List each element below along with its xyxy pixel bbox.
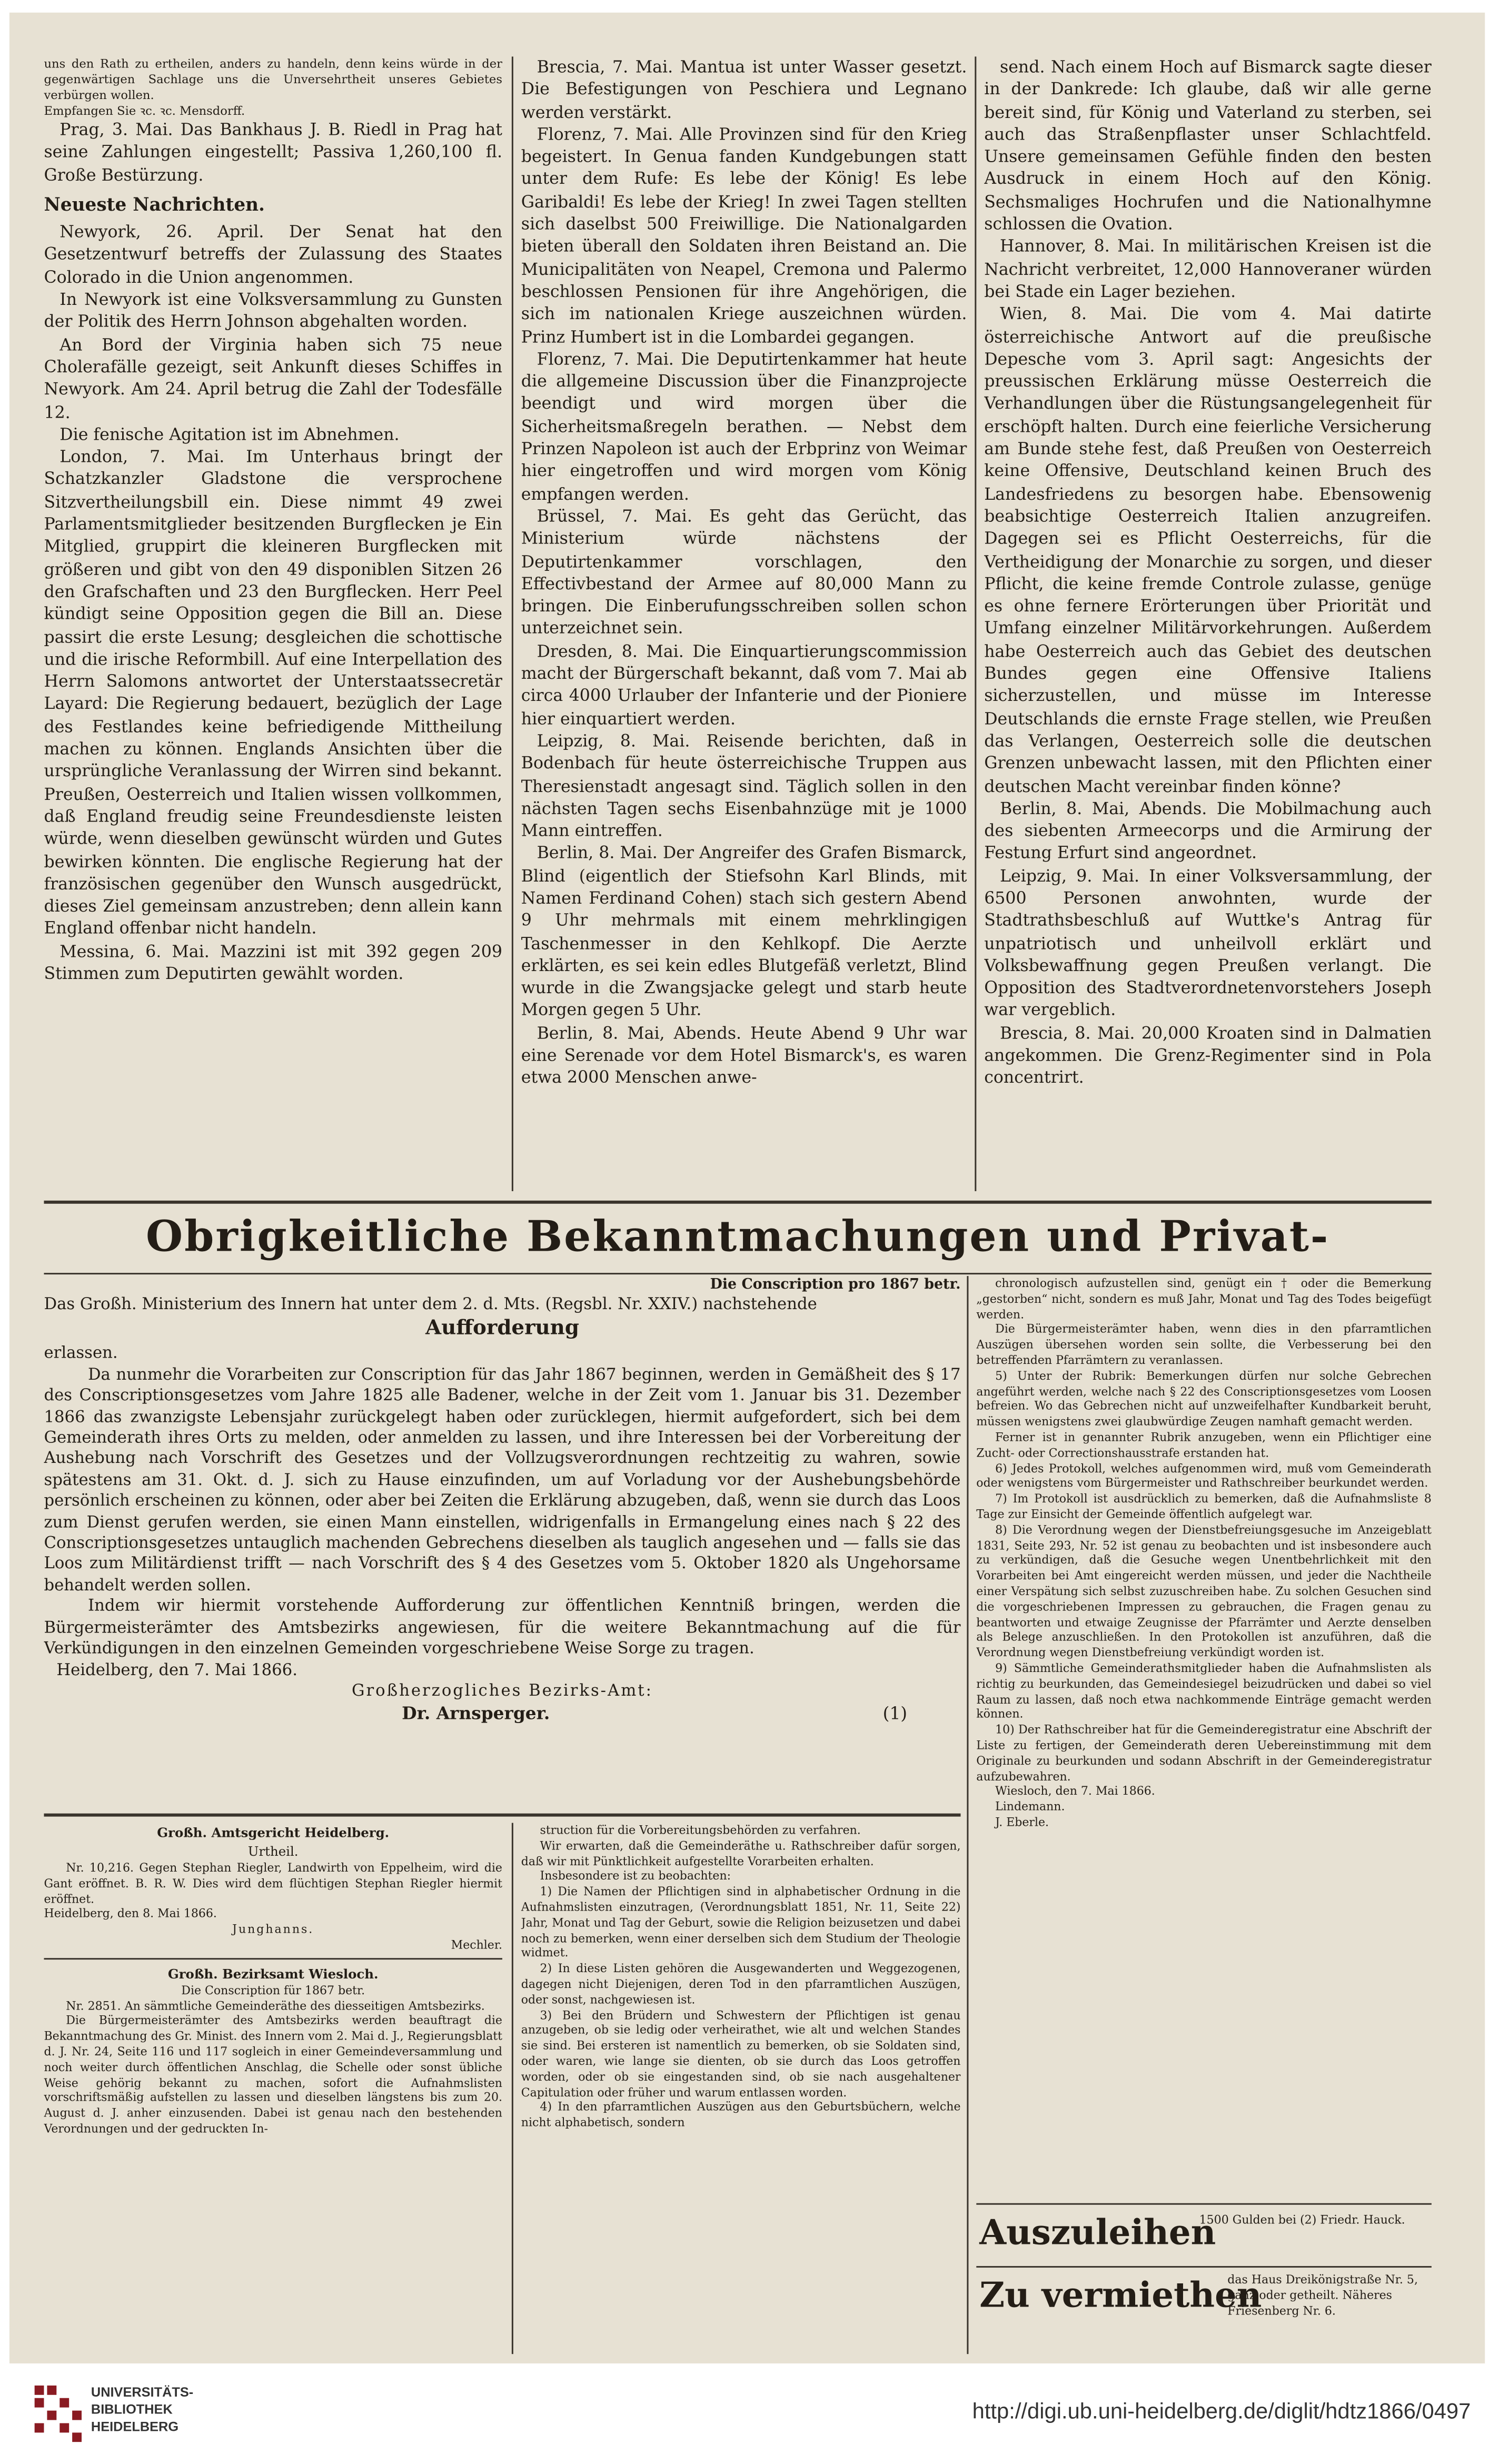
article-paragraph: Wir erwarten, daß die Gemeinderäthe u. Rathschreiber dafür sorgen, daß wir mit Pünktlichkeit aufgestellte Vorarbeiten erhalten.	[521, 1838, 961, 1868]
banner-rule-top	[44, 1201, 1431, 1204]
article-paragraph: Berlin, 8. Mai, Abends. Die Mobilmachung auch des siebenten Armeecorps und die Armirung der Festung Erfurt sind angeordnet.	[984, 799, 1432, 864]
article-paragraph: Brescia, 7. Mai. Mantua ist unter Wasser gesetzt. Die Befestigungen von Peschiera und Legnano werden verstärkt.	[521, 58, 967, 122]
ad-zu-vermiethen	[976, 2269, 1432, 2354]
article-paragraph: London, 7. Mai. Im Unterhaus bringt der Schatzkanzler Gladstone die versprochene Sitzvertheilungsbill ein. Diese nimmt 49 zwei Parlamentsmitglieder besitzenden Burgflecken je Ein Mitglied, gruppirt die kleineren Burgflecken mit größeren und gibt von den 49 disponiblen Sitzen 26 den Grafschaften und 23 den Burgflecken. Herr Peel kündigt seine Opposition gegen die Bill an. Diese passirt die erste Lesung; desgleichen die schottische und die irische Reformbill. Auf eine Interpellation des Herrn Salomons antwortet der Unterstaatssecretär Layard: Die Regierung bedauert, bezüglich der Lage des Festlandes keine befriedigende Mittheilung machen zu können. Englands Ansichten über die ursprüngliche Veranlassung der Wirren sind bekannt. Preußen, Oesterreich und Italien wissen vollkommen, daß England freudig seine Freundesdienste leisten würde, wenn dieselben gewünscht würden und Gutes bewirken könnten. Die englische Regierung hat der französischen gegenüber den Wunsch ausgedrückt, dieses Ziel gemeinsam anzustreben; denn allein kann England offenbar nicht handeln.	[44, 448, 502, 939]
article-paragraph: chronologisch aufzustellen sind, genügt ein † oder die Bemerkung „gestorben“ nicht, sondern es muß Jahr, Monat und Tag des Todes beigefügt werden.	[976, 1276, 1432, 1321]
banner-title: Obrigkeitliche Bekanntmachungen und Privat-	[146, 1213, 1330, 1262]
article-paragraph: Die fenische Agitation ist im Abnehmen.	[59, 425, 400, 445]
verdict-text: Nr. 10,216. Gegen Stephan Riegler, Landwirth von Eppelheim, wird die Gant eröffnet. B. R. W. Dies wird dem flüchtigen Stephan Riegler hiermit eröffnet.	[44, 1861, 502, 1906]
article-paragraph: Brüssel, 7. Mai. Es geht das Gerücht, das Ministerium würde nächstens der Deputirtenkammer vorschlagen, den Effectivbestand der Armee auf 80,000 Mann zu bringen. Die Einberufungsschreiben sollen schon unterzeichnet sein.	[521, 507, 967, 639]
library-name-line-1: UNIVERSITÄTS-	[91, 2383, 194, 2400]
conscription-notice	[44, 1276, 960, 1807]
notice-body: Da nunmehr die Vorarbeiten zur Conscription für das Jahr 1867 beginnen, werden in Gemäßheit des § 17 des Conscriptionsgesetzes vom Jahre 1825 alle Badener, welche in der Zeit vom 1. Januar bis 31. Dezember 1866 das zwanzigste Lebensjahr zurückgelegt haben oder zurücklegen, hiermit aufgefordert, sich bei dem Gemeinderath ihres Orts zu melden, oder anmelden zu lassen, und ihre Interessen bei der Vorbereitung der Aushebung nach Vorschrift des Gesetzes und der Vollzugsverordnungen rechtzeitig zu wahren, sowie spätestens am 31. Okt. d. J. sich zu Hause einzufinden, um auf Vorladung vor der Aushebungsbehörde persönlich erscheinen zu können, oder aber bei Zeiten die Erklärung abzugeben, daß, wenn sie durch das Loos zum Dienst gerufen werden, sie einen Mann einstellen, widrigenfalls in Ermangelung eines nach § 22 des Conscriptionsgesetzes untauglich machenden Gebrechens dieselben als tauglich angesehen und — falls sie das Loos zum Militärdienst trifft — nach Vorschrift des § 4 des Gesetzes vom 5. Oktober 1820 als Ungehorsame behandelt werden sollen.	[44, 1365, 961, 1595]
article-paragraph: 2) In diese Listen gehören die Ausgewanderten und Weggezogenen, dagegen nicht Diejenigen, deren Tod in den pfarramtlichen Auszügen, oder sonst, nachgewiesen ist.	[521, 1961, 961, 2006]
bottom-left-column	[44, 1823, 502, 2354]
article-paragraph: Newyork, 26. April. Der Senat hat den Gesetzentwurf betreffs der Zulassung des Staates Colorado in die Union angenommen.	[44, 223, 502, 288]
district-text: Nr. 2851. An sämmtliche Gemeinderäthe des diesseitigen Amtsbezirks.	[66, 1998, 485, 2013]
column-rule-4	[512, 1823, 513, 2354]
notice-erlassen: erlassen.	[44, 1344, 118, 1363]
notice-right-column	[976, 1276, 1432, 2206]
bottom-middle-column	[521, 1823, 961, 2354]
top-column-3	[984, 56, 1432, 1194]
notice-date: Heidelberg, den 7. Mai 1866.	[56, 1660, 297, 1679]
district-heading: Großh. Bezirksamt Wiesloch.	[167, 1965, 379, 1982]
article-paragraph: 1) Die Namen der Pflichtigen sind in alphabetischer Ordnung in die Aufnahmslisten einzutragen, (Verordnungsblatt 1851, Nr. 11, Seite 22) Jahr, Monat und Tag der Geburt, sowie die Religion beizusetzen und dabei noch zu bemerken, wenn einer derselben sich dem Studium der Theologie widmet.	[521, 1884, 961, 1961]
top-column-1	[44, 56, 502, 1194]
article-paragraph: An Bord der Virginia haben sich 75 neue Cholerafälle gezeigt, seit Ankunft dieses Schiffes in Newyork. Am 24. April betrug die Zahl der Todesfälle 12.	[44, 335, 502, 422]
article-paragraph: Die Bürgermeisterämter haben, wenn dies in den pfarramtlichen Auszügen übersehen worden sein sollte, die Verbesserung bei den betreffenden Pfarrämtern zu veranlassen.	[976, 1322, 1432, 1368]
article-paragraph: Berlin, 8. Mai, Abends. Heute Abend 9 Uhr war eine Serenade vor dem Hotel Bismarck's, es waren etwa 2000 Menschen anwe-	[521, 1024, 967, 1088]
verdict-name: Junghanns.	[232, 1922, 314, 1936]
article-paragraph: Ferner ist in genannter Rubrik anzugeben, wenn ein Pflichtiger eine Zucht- oder Correctionshausstrafe erstanden hat.	[976, 1430, 1432, 1460]
top-column-2	[521, 56, 967, 1194]
verdict-heading: Urtheil.	[247, 1843, 299, 1859]
ad-2-heading: Zu vermiethen	[979, 2275, 1262, 2317]
column-rule-2	[975, 56, 976, 1191]
library-name-line-2: BIBLIOTHEK	[91, 2401, 173, 2417]
notice-heading: Die Conscription pro 1867 betr.	[710, 1278, 961, 1293]
article-paragraph: send. Nach einem Hoch auf Bismarck sagte dieser in der Dankrede: Ich glaube, daß wir alle gerne bereit sind, für König und Vaterland zu sterben, sei auch das Straßenpflaster unser Schlachtfeld. Unsere gemeinsamen Gefühle finden den besten Ausdruck in einem Hoch auf den König. Sechsmaliges Hochrufen und die Nationalhymne schlossen die Ovation.	[984, 58, 1432, 234]
article-paragraph: 3) Bei den Brüdern und Schwestern der Pflichtigen ist genau anzugeben, ob sie ledig oder verheirathet, wie alt und welchen Standes sie sind. Bei ersteren ist namentlich zu bemerken, ob sie Soldaten sind, oder waren, wie lange sie dienten, ob sie durch das Loos getroffen worden, oder ob sie eingestanden sind, ob sie nach ausgehaltener Capitulation oder früher und warum entlassen worden.	[521, 2007, 961, 2099]
article-paragraph: 6) Jedes Protokoll, welches aufgenommen wird, muß vom Gemeinderath oder wenigstens vom Bürgermeister und Rathschreiber beurkundet werden.	[976, 1460, 1432, 1490]
article-paragraph: Berlin, 8. Mai. Der Angreifer des Grafen Bismarck, Blind (eigentlich der Stiefsohn Karl Blinds, mit Namen Ferdinand Cohen) stach sich gestern Abend 9 Uhr mehrmals mit einem mehrklingigen Taschenmesser in den Kehlkopf. Die Aerzte erklärten, es sei kein edles Blutgefäß verletzt, Blind wurde in die Zwangsjacke gelegt und starb heute Morgen gegen 5 Uhr.	[521, 844, 967, 1021]
article-paragraph: Leipzig, 9. Mai. In einer Volksversammlung, der 6500 Personen anwohnten, wurde der Stadtrathsbeschluß auf Wuttke's Antrag für unpatriotisch und unheilvoll erklärt und Volksbewaffnung gegen Preußen verlangt. Die Opposition des Stadtverordnetenvorstehers Joseph war vergeblich.	[984, 867, 1432, 1021]
district-text-2: Die Bürgermeisterämter des Amtsbezirks werden beauftragt die Bekanntmachung des Gr. Minist. des Innern vom 2. Mai d. J., Regierungsblatt d. J. Nr. 24, Seite 116 und 117 sogleich in einer Gemeindeversammlung und noch weiter durch öffentlichen Anschlag, die Schelle oder sonst übliche Weise gehörig bekannt zu machen, sofort die Aufnahmslisten vorschriftsmäßig aufstellen zu lassen und dieselben längstens bis zum 20. August d. J. anher einzusenden. Dabei ist genau nach den bestehenden Verordnungen und der gedruckten In-	[44, 2013, 502, 2136]
article-paragraph: Neueste Nachrichten.	[44, 193, 265, 215]
notice-intro: Das Großh. Ministerium des Innern hat unter dem 2. d. Mts. (Regsbl. Nr. XXIV.) nachstehende	[44, 1294, 817, 1314]
article-paragraph: Insbesondere ist zu beobachten:	[540, 1869, 731, 1884]
column-rule-1	[512, 56, 513, 1191]
article-paragraph: 9) Sämmtliche Gemeinderathsmitglieder haben die Aufnahmslisten als richtig zu beurkunden, das Gemeindesiegel beizudrücken und dabei so viel Raum zu lassen, daß noch etwa nachkommende Einträge gemacht werden können.	[976, 1660, 1432, 1721]
article-paragraph: Messina, 6. Mai. Mazzini ist mit 392 gegen 209 Stimmen zum Deputirten gewählt worden.	[44, 942, 502, 984]
article-paragraph: J. Eberle.	[995, 1815, 1049, 1829]
article-paragraph: Florenz, 7. Mai. Alle Provinzen sind für den Krieg begeistert. In Genua fanden Kundgebungen statt unter dem Rufe: Es lebe der König! Es lebe Garibaldi! Es lebe der Krieg! In zwei Tagen stellten sich daselbst 500 Freiwillige. Die Nationalgarden bieten überall den Soldaten ihren Beistand an. Die Municipalitäten von Neapel, Cremona und Palermo beschlossen Pensionen für ihre Angehörigen, die sich im nationalen Kriege auszeichnen würden. Prinz Humbert ist in die Lombardei gegangen.	[521, 125, 967, 347]
notice-body-2: Indem wir hiermit vorstehende Aufforderung zur öffentlichen Kenntniß bringen, werden die Bürgermeisterämter des Amtsbezirks angewiesen, für die weitere Bekanntmachung auf die für Verkündigungen in den einzelnen Gemeinden vorgeschriebene Weise Sorge zu tragen.	[44, 1597, 961, 1658]
article-paragraph: Wiesloch, den 7. Mai 1866.	[995, 1784, 1155, 1798]
bottom-left-rule	[44, 1958, 502, 1960]
article-paragraph: struction für die Vorbereitungsbehörden zu verfahren.	[540, 1823, 861, 1837]
verdict-date: Heidelberg, den 8. Mai 1866.	[44, 1906, 217, 1921]
article-paragraph: 5) Unter der Rubrik: Bemerkungen dürfen nur solche Gebrechen angeführt werden, welche nach § 22 des Conscriptionsgesetzes vom Loosen befreien. Wo das Gebrechen nicht auf unzweifelhafter Kundbarkeit beruht, müssen wenigstens zwei glaubwürdige Zeugen namhaft gemacht werden.	[976, 1368, 1432, 1429]
footer-bar	[0, 2363, 1499, 2464]
notice-rule	[44, 1814, 960, 1817]
column-rule-3	[967, 1276, 968, 2354]
article-paragraph: Prag, 3. Mai. Das Bankhaus J. B. Riedl in Prag hat seine Zahlungen eingestellt; Passiva 1,260,100 fl. Große Bestürzung.	[44, 121, 502, 185]
notice-title: Aufforderung	[425, 1317, 579, 1341]
ads-rule-2	[976, 2266, 1432, 2268]
article-paragraph: 4) In den pfarramtlichen Auszügen aus den Geburtsbüchern, welche nicht alphabetisch, sondern	[521, 2100, 961, 2130]
article-paragraph: In Newyork ist eine Volksversammlung zu Gunsten der Politik des Herrn Johnson abgehalten worden.	[44, 291, 502, 332]
notice-number: (1)	[882, 1704, 908, 1725]
article-paragraph: 10) Der Rathschreiber hat für die Gemeinderegistratur eine Abschrift der Liste zu fertigen, der Gemeinderath deren Uebereinstimmung mit dem Originale zu beurkunden und sodann Abschrift in der Gemeinderegistratur aufzubewahren.	[976, 1722, 1432, 1783]
ad-2-text: das Haus Dreikönigstraße Nr. 5, ganz oder getheilt. Näheres Friesenberg Nr. 6.	[1227, 2272, 1418, 2318]
library-logo-icon	[35, 2386, 82, 2442]
court-heading: Großh. Amtsgericht Heidelberg.	[157, 1824, 390, 1840]
notice-office: Großherzogliches Bezirks-Amt:	[352, 1681, 653, 1700]
article-paragraph: Wien, 8. Mai. Die vom 4. Mai datirte österreichische Antwort auf die preußische Depesche vom 3. April sagt: Angesichts der preussischen Erklärung müsse Oesterreich die Verhandlungen über die Rüstungsangelegenheit für erschöpft halten. Durch eine feierliche Versicherung am Bunde stehe fest, daß Preußen von Oesterreich keine Offensive, Deutschland keinen Bruch des Landesfriedens zu besorgen habe. Ebensowenig beabsichtige Oesterreich Italien anzugreifen. Dagegen sei es Pflicht Oesterreichs, für die Vertheidigung der Monarchie zu sorgen, und dieser Pflicht, die keine fremde Controle zulasse, genüge es ohne fernere Erörterungen über Priorität und Umfang einzelner Militärvorkehrungen. Außerdem habe Oesterreich auch das Gebiet des deutschen Bundes gegen eine Offensive Italiens sicherzustellen, und müsse im Interesse Deutschlands die ernste Frage stellen, wie Preußen das Verlangen, Oesterreich solle die deutschen Grenzen unbewacht lassen, mit den Pflichten einer deutschen Macht vereinbar finden könne?	[984, 305, 1432, 796]
article-paragraph: Hannover, 8. Mai. In militärischen Kreisen ist die Nachricht verbreitet, 12,000 Hannoveraner würden bei Stade ein Lager beziehen.	[984, 238, 1432, 302]
library-name	[91, 2384, 193, 2436]
article-paragraph: uns den Rath zu ertheilen, anders zu handeln, denn keins würde in der gegenwärtigen Sachlage uns die Unversehrtheit unseres Gebietes verbürgen wollen.	[44, 56, 502, 102]
article-paragraph: Leipzig, 8. Mai. Reisende berichten, daß in Bodenbach für heute österreichische Truppen aus Theresienstadt angesagt sind. Täglich sollen in den nächsten Tagen sechs Eisenbahnzüge mit je 1000 Mann eintreffen.	[521, 732, 967, 841]
district-subheading: Die Conscription für 1867 betr.	[181, 1983, 365, 1997]
article-paragraph: 8) Die Verordnung wegen der Dienstbefreiungsgesuche im Anzeigeblatt 1831, Seite 293, Nr. 52 ist genau zu beobachten und ist insbesondere auch zu verkündigen, daß die Gesuche wegen Unentbehrlichkeit mit den Vorarbeiten bei Amt eingereicht werden müssen, und jeder die Nachtheile einer Verspätung sich selbst zuzuschreiben habe. Zu solchen Gesuchen sind die vorgeschriebenen Impressen zu gebrauchen, die Fragen genau zu beantworten und etwaige Zeugnisse der Pfarrämter und Aerzte denselben als Belege anzuschließen. In den Protokollen ist anzuführen, daß die Verordnung wegen Dienstbefreiung verkündigt worden ist.	[976, 1522, 1432, 1660]
article-paragraph: Florenz, 7. Mai. Die Deputirtenkammer hat heute die allgemeine Discussion über die Finanzprojecte beendigt und wird morgen über die Sicherheitsmaßregeln berathen. — Nebst dem Prinzen Napoleon ist auch der Erbprinz von Weimar hier eingetroffen und wird morgen vom König empfangen werden.	[521, 350, 967, 504]
article-paragraph: Brescia, 8. Mai. 20,000 Kroaten sind in Dalmatien angekommen. Die Grenz-Regimenter sind in Pola concentrirt.	[984, 1024, 1432, 1088]
notice-signature: Dr. Arnsperger.	[402, 1704, 550, 1725]
verdict-name-2: Mechler.	[451, 1937, 502, 1952]
article-paragraph: Dresden, 8. Mai. Die Einquartierungscommission macht der Bürgerschaft bekannt, daß vom 7. Mai ab circa 4000 Urlauber der Infanterie und der Pioniere hier einquartiert werden.	[521, 642, 967, 729]
ads-rule	[976, 2203, 1432, 2205]
banner-rule-bottom	[44, 1273, 1431, 1274]
article-paragraph: Empfangen Sie ꝛc. ꝛc. Mensdorff.	[44, 103, 245, 118]
ad-1-text: 1500 Gulden bei (2) Friedr. Hauck.	[1199, 2212, 1405, 2227]
library-name-line-3: HEIDELBERG	[91, 2418, 179, 2435]
ad-1-heading: Auszuleihen	[979, 2212, 1216, 2254]
ad-auszuleihen	[976, 2210, 1432, 2263]
source-url-link[interactable]: http://digi.ub.uni-heidelberg.de/diglit/hdtz1866/0497	[972, 2398, 1471, 2423]
article-paragraph: 7) Im Protokoll ist ausdrücklich zu bemerken, daß die Aufnahmsliste 8 Tage zur Einsicht der Gemeinde öffentlich aufgelegt war.	[976, 1491, 1432, 1521]
article-paragraph: Lindemann.	[995, 1799, 1065, 1814]
